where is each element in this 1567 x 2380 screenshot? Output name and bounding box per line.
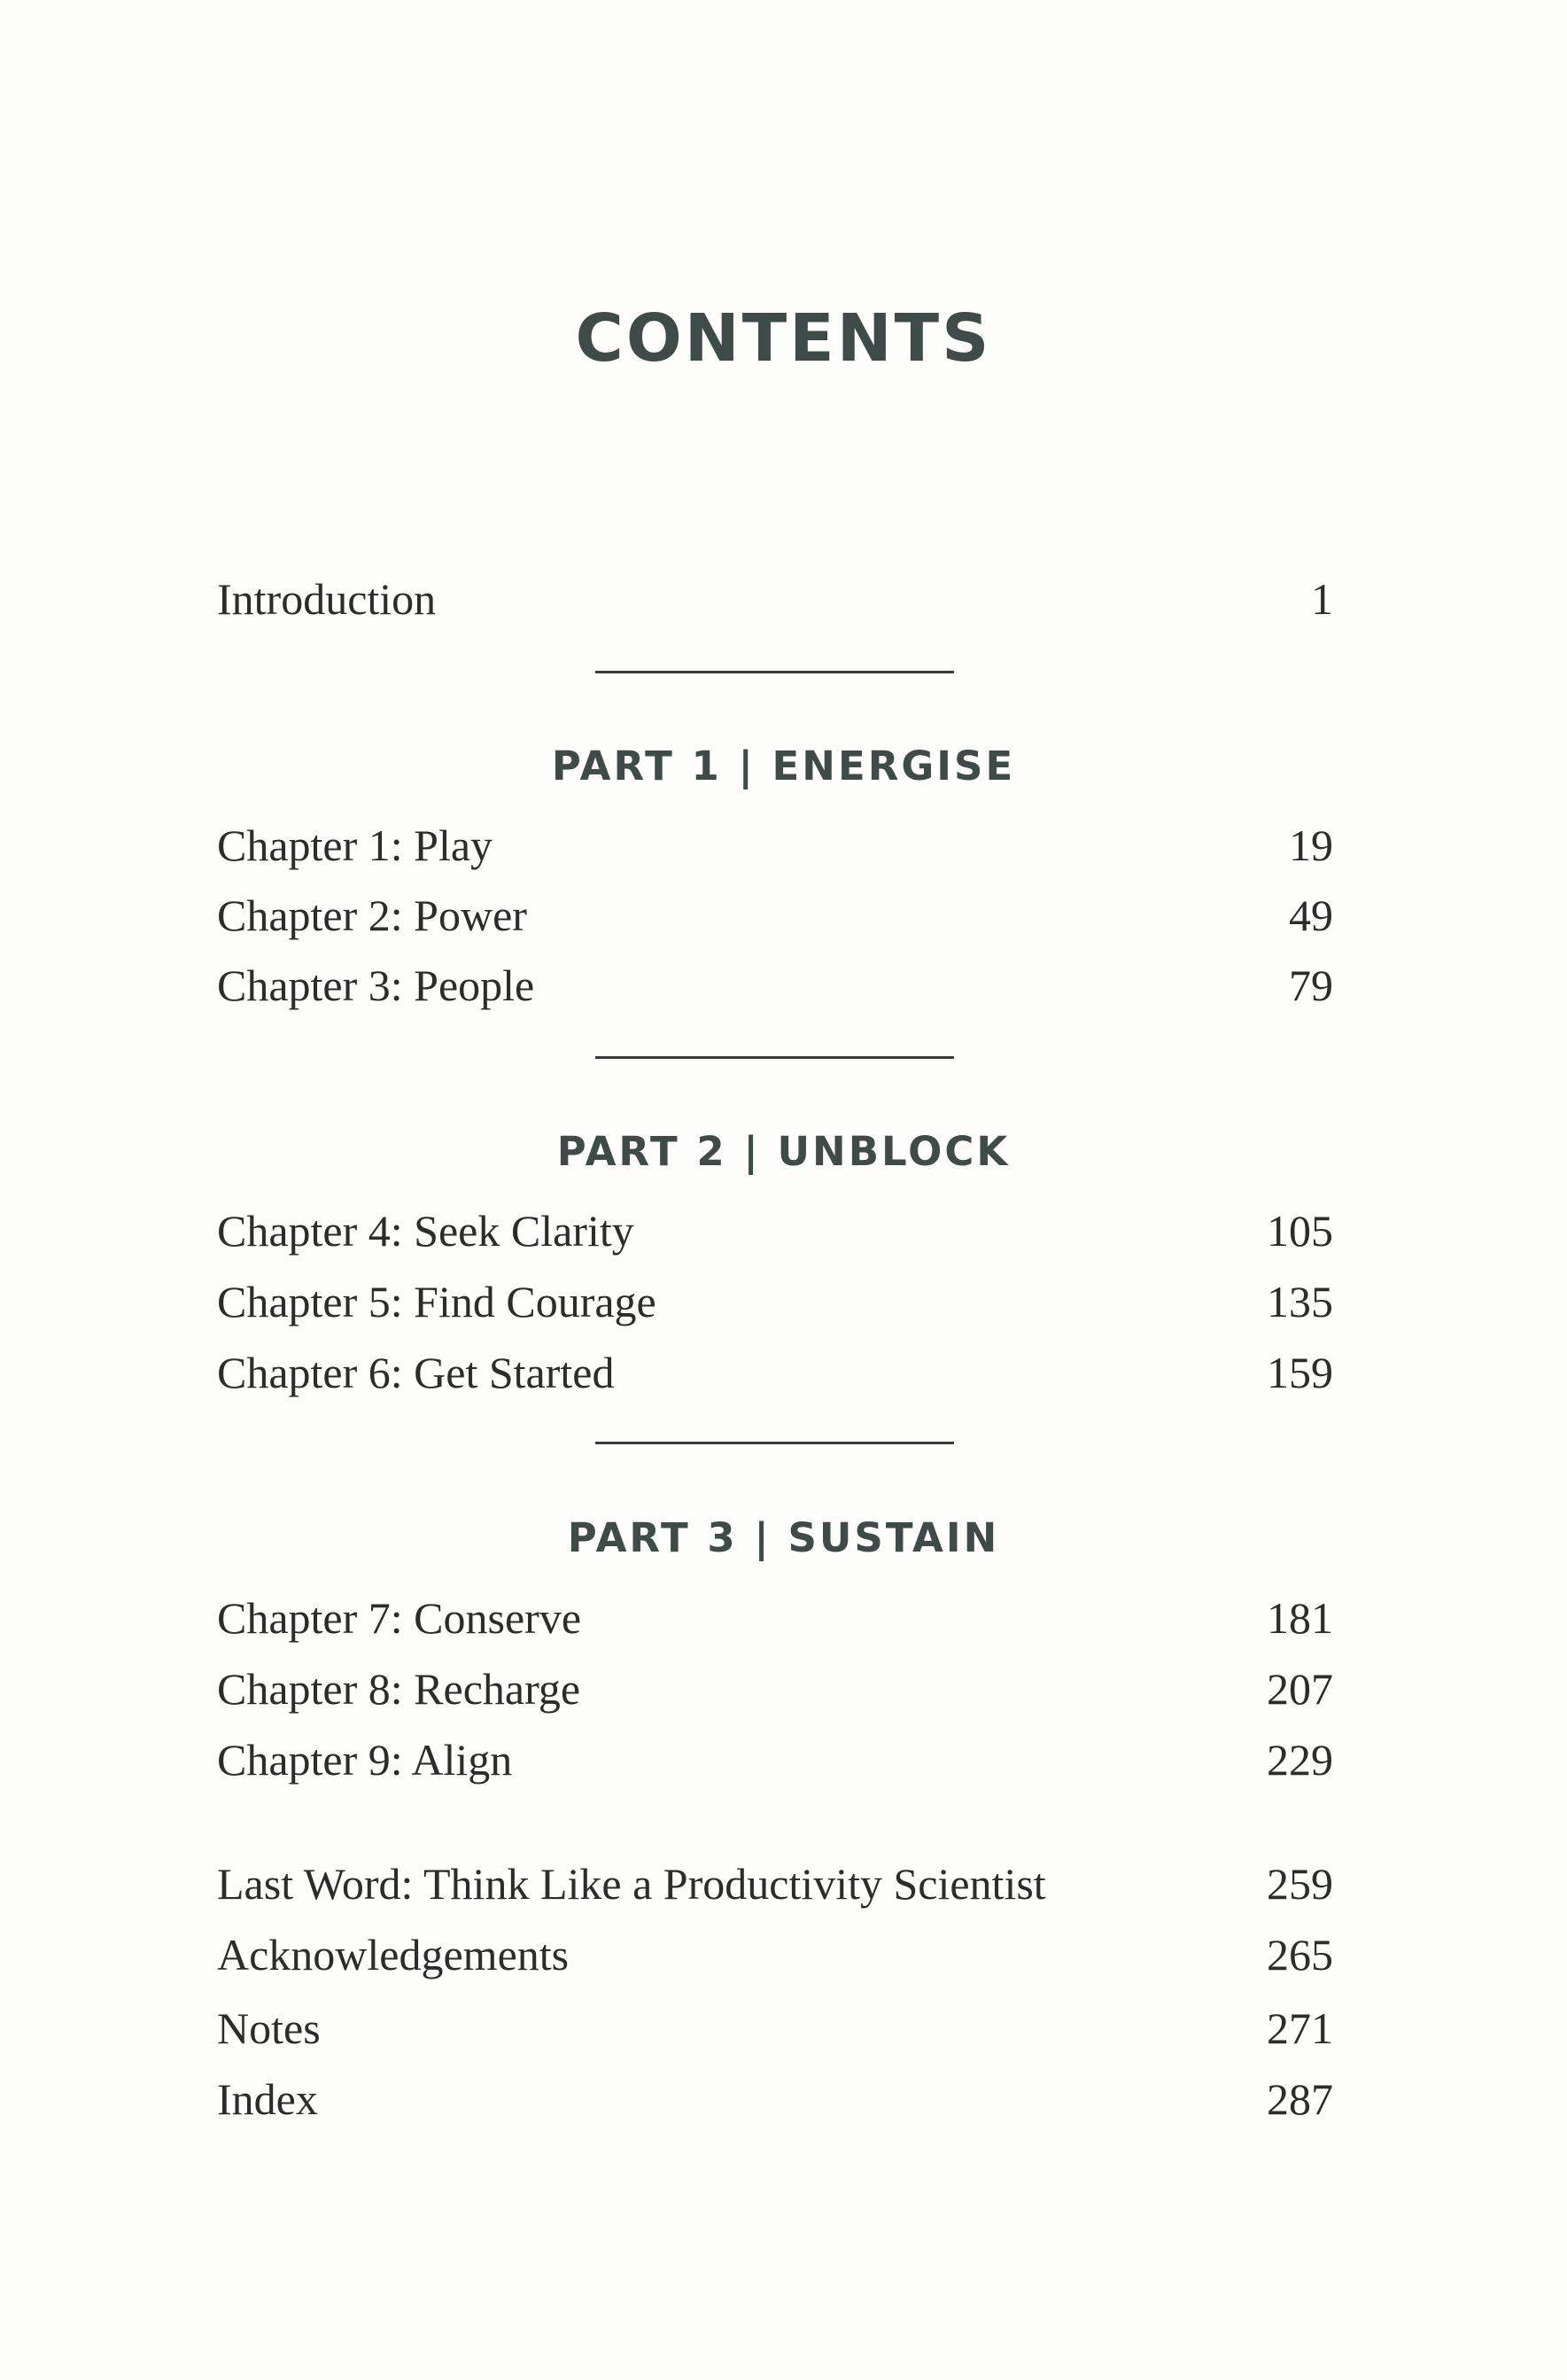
toc-entry-page: 49 — [1289, 891, 1333, 940]
toc-entry-notes[interactable] — [217, 2003, 1333, 2053]
toc-entry-label: Chapter 9: Align — [217, 1735, 513, 1785]
toc-entry-page: 265 — [1267, 1930, 1333, 1979]
toc-entry-acknowledgements[interactable] — [217, 1930, 1333, 1979]
toc-entry-chapter-8[interactable] — [217, 1664, 1333, 1714]
toc-entry-label: Notes — [217, 2003, 321, 2053]
toc-entry-label: Index — [217, 2074, 318, 2124]
toc-entry-page: 229 — [1267, 1735, 1333, 1785]
toc-entry-chapter-4[interactable] — [217, 1206, 1333, 1256]
toc-entry-label: Chapter 8: Recharge — [217, 1664, 581, 1714]
toc-entry-label: Last Word: Think Like a Productivity Scientist — [217, 1859, 1046, 1909]
toc-entry-index[interactable] — [217, 2074, 1333, 2124]
page-title: CONTENTS — [575, 300, 992, 377]
toc-entry-page: 181 — [1267, 1593, 1333, 1643]
section-divider — [595, 1056, 954, 1059]
toc-entry-page: 135 — [1267, 1277, 1333, 1326]
toc-entry-page: 271 — [1267, 2003, 1333, 2053]
part-heading-1: PART 1 | ENERGISE — [551, 743, 1016, 789]
toc-entry-label: Chapter 6: Get Started — [217, 1348, 615, 1397]
toc-entry-last-word[interactable] — [217, 1859, 1333, 1909]
toc-entry-chapter-3[interactable] — [217, 961, 1333, 1010]
toc-entry-chapter-2[interactable] — [217, 891, 1333, 940]
toc-entry-page: 105 — [1267, 1206, 1333, 1256]
toc-entry-page: 159 — [1267, 1348, 1333, 1397]
toc-entry-label: Chapter 7: Conserve — [217, 1593, 582, 1643]
toc-entry-page: 19 — [1289, 821, 1333, 870]
section-divider — [595, 1442, 954, 1444]
toc-entry-label: Introduction — [217, 574, 437, 624]
section-divider — [595, 671, 954, 673]
toc-entry-chapter-7[interactable] — [217, 1593, 1333, 1643]
toc-entry-label: Acknowledgements — [217, 1930, 570, 1979]
toc-entry-label: Chapter 1: Play — [217, 821, 493, 870]
toc-entry-label: Chapter 3: People — [217, 961, 535, 1010]
part-heading-2: PART 2 | UNBLOCK — [556, 1128, 1011, 1175]
toc-entry-label: Chapter 2: Power — [217, 891, 527, 940]
toc-entry-chapter-6[interactable] — [217, 1350, 1333, 1395]
toc-entry-chapter-5[interactable] — [217, 1279, 1333, 1324]
toc-entry-page: 79 — [1289, 961, 1333, 1010]
toc-entry-label: Chapter 5: Find Courage — [217, 1277, 656, 1326]
toc-entry-chapter-9[interactable] — [217, 1735, 1333, 1785]
toc-entry-page: 259 — [1267, 1859, 1333, 1909]
toc-entry-page: 1 — [1311, 574, 1333, 624]
toc-entry-introduction[interactable] — [217, 574, 1333, 624]
toc-entry-chapter-1[interactable] — [217, 821, 1333, 870]
toc-entry-page: 287 — [1267, 2074, 1333, 2124]
toc-entry-page: 207 — [1267, 1664, 1333, 1714]
toc-entry-label: Chapter 4: Seek Clarity — [217, 1206, 634, 1256]
part-heading-3: PART 3 | SUSTAIN — [567, 1514, 1000, 1561]
